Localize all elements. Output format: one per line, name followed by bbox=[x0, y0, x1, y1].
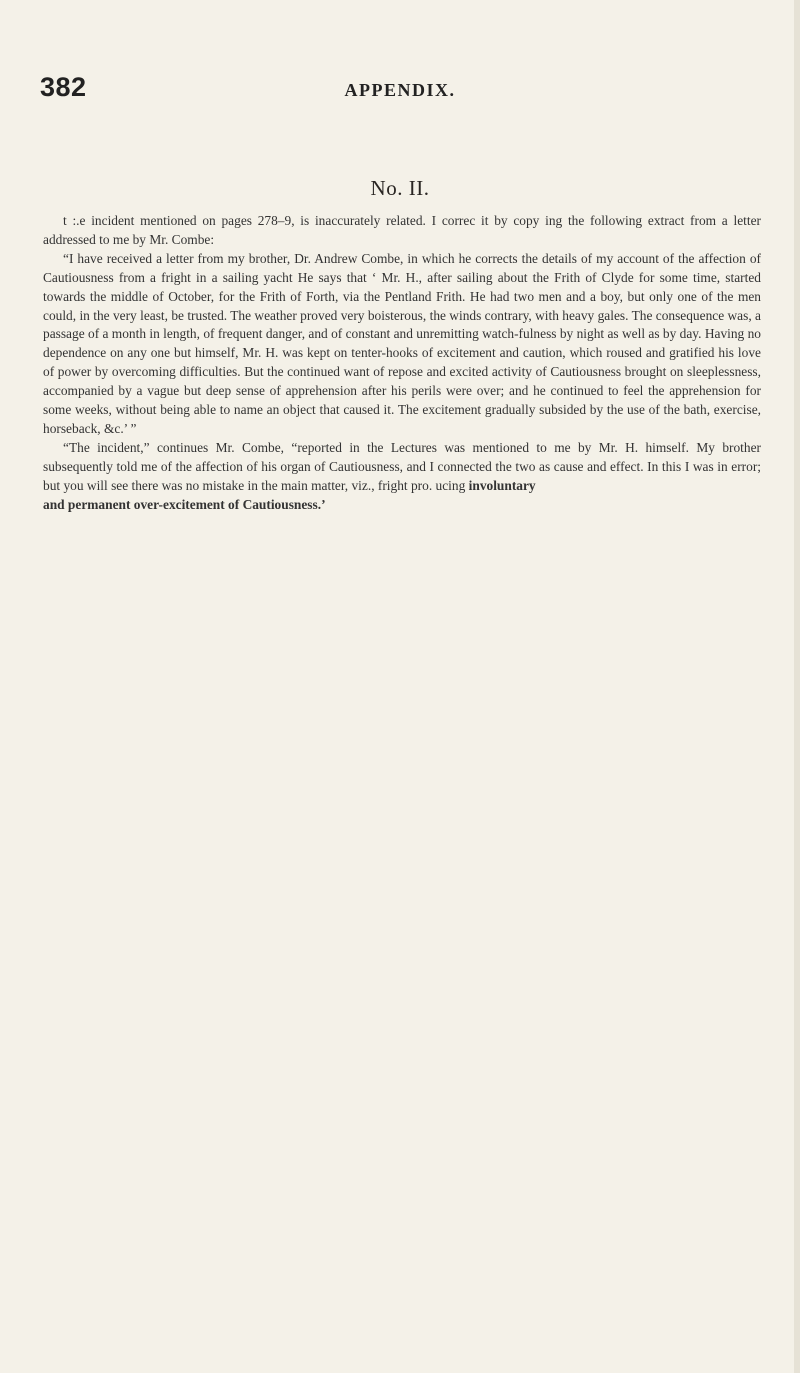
paragraph-2: “I have received a letter from my brother, Dr. Andrew Combe, in which he corrects the details of my account of the affection of Cautiousness from a fright in a sailing yacht He says that ‘ Mr. H., after sailing about the Frith of Clyde for some time, started towards the middle of October, for the Frith of Forth, via the Pentland Frith. He had two men and a boy, but only one of the men could, in the very least, be trusted. The weather proved very boisterous, the winds contrary, with heavy gales. The consequence was, a passage of a month in length, of frequent danger, and of constant and unremitting watch-fulness by night as well as by day. Having no dependence on any one but himself, Mr. H. was kept on tenter-hooks of excitement and caution, which roused and gratified his love of power by overcoming difficulties. But the continued want of repose and excited activity of Cautiousness brought on sleeplessness, accompanied by a vague but deep sense of apprehension after his perils were over; and he continued to feel the apprehension for some weeks, without being able to name an object that caused it. The excitement gradually subsided by the use of the bath, exercise, horseback, &c.’ ” bbox=[43, 250, 761, 436]
running-head bbox=[40, 72, 760, 108]
page-number: 382 bbox=[40, 72, 87, 102]
paragraph-3-text: “The incident,” continues Mr. Combe, “reported in the Lectures was mentioned to me by Mr. H. himself. My brother subsequently told me of the affection of his organ of Cautiousness, and I connected the two as cause and effect. In this I was in error; but you will see there was no mistake in the main matter, viz., fright pro. ucing bbox=[43, 439, 761, 493]
body-text bbox=[43, 212, 761, 515]
paragraph-3 bbox=[43, 439, 761, 496]
section-heading: No. II. bbox=[370, 176, 430, 200]
final-line: and permanent over-excitement of Cautiousness.’ bbox=[43, 496, 326, 512]
page-edge bbox=[794, 0, 800, 1373]
running-title: APPENDIX. bbox=[344, 80, 456, 100]
paragraph-1: t :.e incident mentioned on pages 278–9, is inaccurately related. I correc it by copy ing the following extract from a letter addressed to me by Mr. Combe: bbox=[43, 213, 761, 247]
paragraph-3-bold-word: involuntary bbox=[468, 477, 536, 493]
